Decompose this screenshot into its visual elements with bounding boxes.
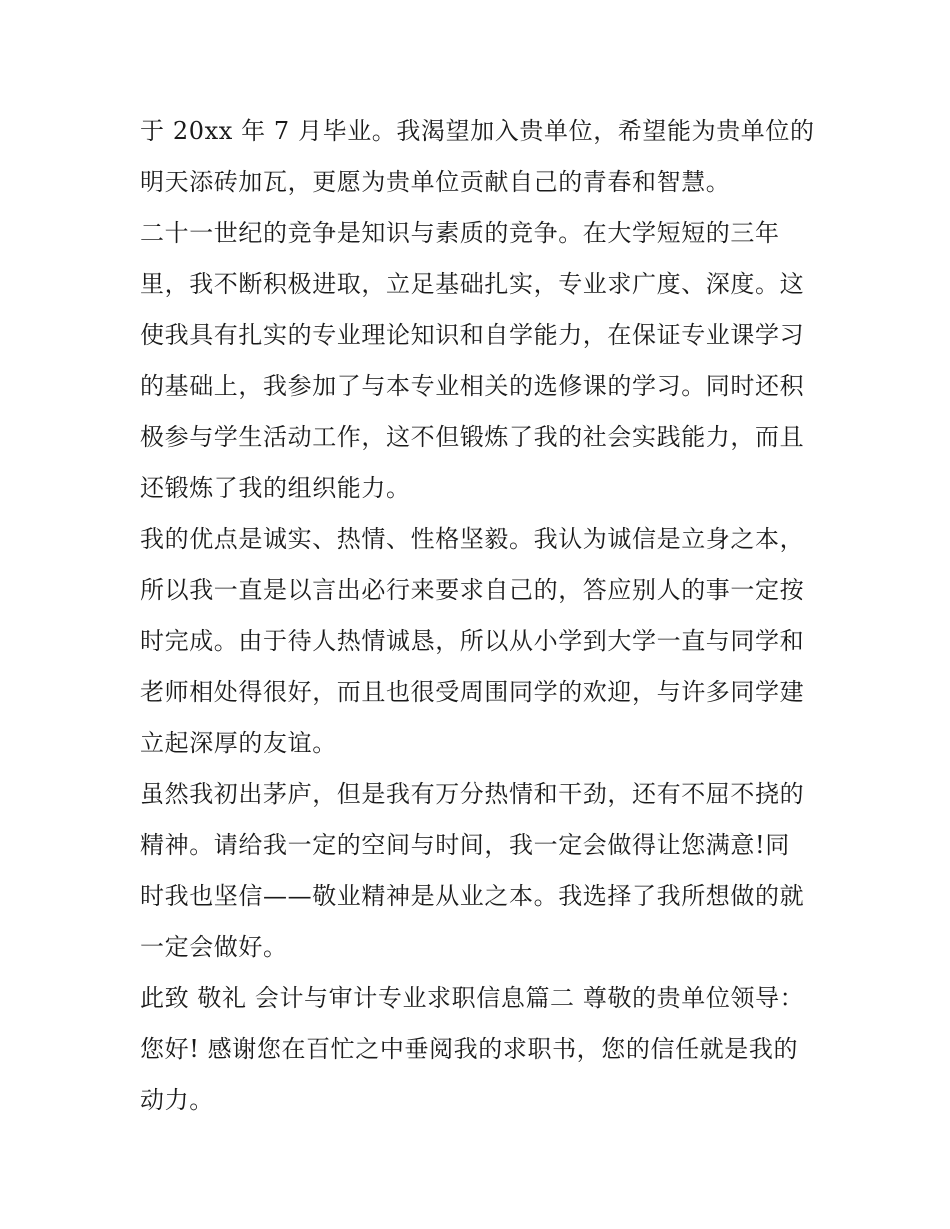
text-line: 您好! 感谢您在百忙之中垂阅我的求职书，您的信任就是我的 — [140, 1035, 799, 1063]
text-line: 极参与学生活动工作，这不但锻炼了我的社会实践能力，而且 — [140, 423, 805, 451]
text-line: 还锻炼了我的组织能力。 — [140, 474, 411, 502]
text-line: 二十一世纪的竞争是知识与素质的竞争。在大学短短的三年 — [140, 219, 780, 247]
text-line: 此致 敬礼 会计与审计专业求职信息篇二 尊敬的贵单位领导： — [140, 984, 805, 1012]
text-line: 老师相处得很好，而且也很受周围同学的欢迎，与许多同学建 — [140, 678, 805, 706]
text-line: 精神。请给我一定的空间与时间，我一定会做得让您满意!同 — [140, 831, 790, 859]
text-line: 里，我不断积极进取，立足基础扎实，专业求广度、深度。这 — [140, 270, 805, 298]
text-line: 动力。 — [140, 1086, 214, 1114]
text-line: 时完成。由于待人热情诚恳，所以从小学到大学一直与同学和 — [140, 627, 805, 655]
text-line: 我的优点是诚实、热情、性格坚毅。我认为诚信是立身之本， — [140, 525, 805, 553]
text-line: 一定会做好。 — [140, 933, 288, 961]
document-body — [140, 106, 830, 1126]
text-line: 虽然我初出茅庐，但是我有万分热情和干劲，还有不屈不挠的 — [140, 780, 805, 808]
text-line: 使我具有扎实的专业理论知识和自学能力，在保证专业课学习 — [140, 321, 805, 349]
text-line: 时我也坚信——敬业精神是从业之本。我选择了我所想做的就 — [140, 882, 805, 910]
text-line: 明天添砖加瓦，更愿为贵单位贡献自己的青春和智慧。 — [140, 168, 731, 196]
text-line: 于 20xx 年 7 月毕业。我渴望加入贵单位，希望能为贵单位的 — [140, 117, 815, 145]
text-line: 立起深厚的友谊。 — [140, 729, 337, 757]
text-line: 的基础上，我参加了与本专业相关的选修课的学习。同时还积 — [140, 372, 805, 400]
text-line: 所以我一直是以言出必行来要求自己的，答应别人的事一定按 — [140, 576, 805, 604]
